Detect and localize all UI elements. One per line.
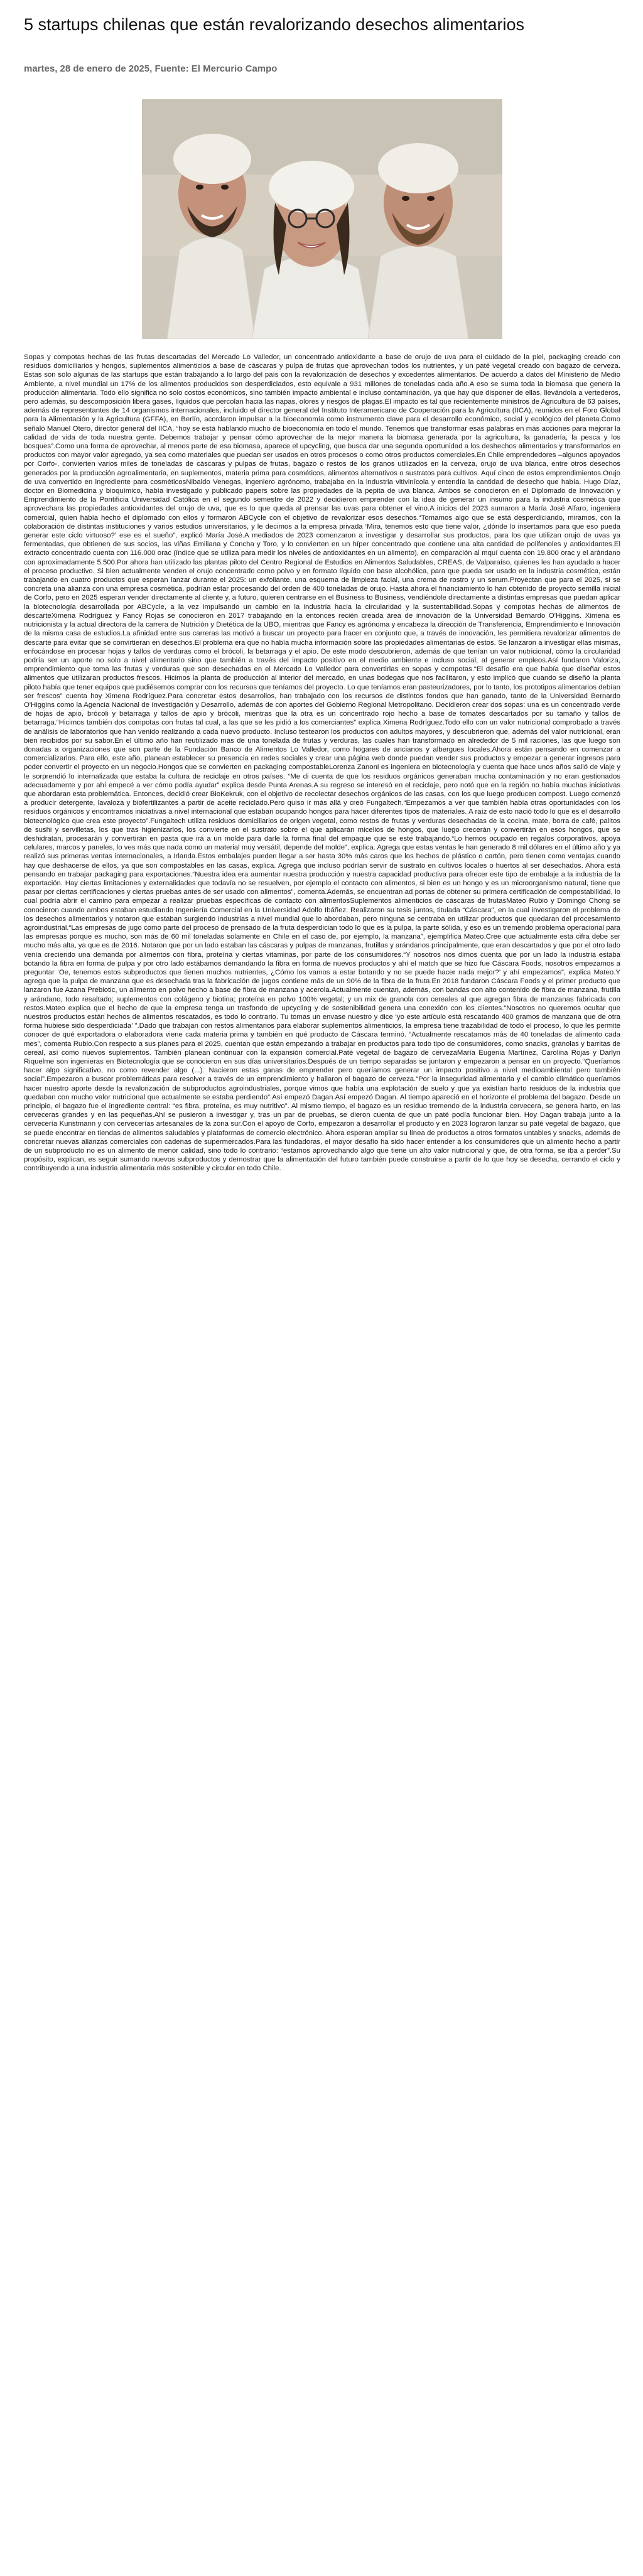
article-dateline: martes, 28 de enero de 2025, Fuente: El Mercurio Campo: [24, 63, 278, 74]
team-photo-illustration: [142, 99, 502, 339]
article-photo: [142, 99, 502, 339]
article-body: Sopas y compotas hechas de las frutas descartadas del Mercado Lo Valledor, un concentrado antioxidante a base de orujo de uva para el cuidado de la piel, packaging creado con residuos domiciliarios y hongos, suplementos alimenticios a base de cáscaras y pulpa de frutas que aprovechan todos los nutrientes, y un paté vegetal creado con bagazo de cerveza. Estas son solo algunas de las startups que están trabajando a lo largo del país con la revalorización de desechos y excedentes alimentarios. De acuerdo a datos del Ministerio de Medio Ambiente, a nivel mundial un 17% de los alimentos producidos son desperdiciados, esto equivale a 931 millones de toneladas cada año.A eso se suma toda la biomasa que genera la producción alimentaria. Todo ello significa no solo costos económicos, sino también impacto ambiental e incluso contaminación, ya que hay que disponer de ellas, llevándola a vertederos, pero además, su descomposición libera gases, líquidos que percolan hacia las napas, olores y riesgos de plagas.El impacto es tal que recientemente ministros de Agricultura de 63 países, además de representantes de 14 organismos internacionales, incluido el director general del Instituto Interamericano de Cooperación para la Agricultura (IICA), reunidos en el Foro Global para la Alimentación y la Agricultura (GFFA), en Berlín, acordaron impulsar a la bioeconomía como instrumento clave para el desarrollo económico, social y ecológico del planeta.Como señaló Manuel Otero, director general del IICA, “hoy se está hablando mucho de bioeconomía en todo el mundo. Tenemos que transformar esas palabras en más acciones para mejorar la calidad de vida de toda nuestra gente. Debemos trabajar y pensar cómo aprovechar de la mejor manera la biomasa generada por la agricultura, la ganadería, la pesca y los bosques”.Como una forma de aprovechar, al menos parte de esa biomasa, aparece el upcycling, que busca dar una segunda oportunidad a los deshechos alimentarios y transformarlos en productos con mayor valor agregado, ya sea como materiales que puedan ser usados en otros procesos o como otros productos comerciales.En Chile emprendedores –algunos apoyados por Corfo-, convierten varios miles de toneladas de cáscaras y pulpas de frutas, bagazo o restos de los granos utilizados en la cerveza, orujo de uva blanca, entre otros desechos generados por la producción agroalimentaria, en suplementos, materia prima para cosméticos, alimentos alternativos o sustratos para cultivos. Aquí cinco de estos emprendimientos.Orujo de uva convertido en ingrediente para cosméticosNibaldo Venegas, ingeniero agrónomo, trabajaba en la industria vitivinícola y entendía la cantidad de desecho que había. Hugo Díaz, doctor en Biomedicina y bioquímico, había investigado y publicado papers sobre las propiedades de la pepita de uva blanca. Ambos se conocieron en el Diplomado de Innovación y Emprendimiento de la Pontificia Universidad Católica en el segundo semestre de 2022 y decidieron emprender con la idea de generar un insumo para la industria cosmética que aprovechara las propiedades antioxidantes del orujo de uva, que es lo que queda al prensar las uvas para obtener el vino.A inicios del 2023 sumaron a María José Alfaro, ingeniera comercial, quien había hecho el diplomado con ellos y formaron ABCycle con el objetivo de revalorizar esos desechos.“Tomamos algo que se está desperdiciando, miramos, con la colaboración de distintas instituciones y varios estudios universitarios, y le decimos a la empresa privada ‘Mira, tenemos esto que tiene valor, ¿dónde lo insertamos para que eso pueda generar este ciclo virtuoso?’ ese es el sueño”, explicó María José.A mediados de 2023 comenzaron a investigar y desarrollar sus productos, para los que utilizan orujo de uvas ya fermentadas, que obtienen de sus socios, las viñas Emiliana y Concha y Toro, y lo convierten en un híper concentrado que contiene una alta cantidad de polifenoles y antioxidantes.El extracto concentrado cuenta con 116.000 orac (índice que se utiliza para medir los niveles de antioxidantes en un alimento), en comparación al mquí cuenta con 19.800 orac y el arándano con aproximadamente 5.500.Por ahora han utilizado las plantas piloto del Centro Regional de Estudios en Alimentos Saludables, CREAS, de Valparaíso, quienes les han ayudado a hacer el proceso productivo. Si bien actualmente venden el orujo concentrado como polvo y en formato líquido con base alcohólica, para que pueda ser usado en la industria cosmética, están trabajando en cuatro productos que esperan lanzar durante el 2025: un exfoliante, una esquema de limpieza facial, una crema de rostro y un serum.Proyectan que para el 2025, si se concreta una alianza con una empresa cosmética, podrían estar procesando del orden de 400 toneladas de orujo. Hasta ahora el financiamiento lo han obtenido de proyecto semilla inicial de Corfo, pero en 2025 esperan vender directamente al cliente y, a futuro, quieren centrarse en el Business to Business, vendiéndole directamente a distintas empresas que puedan aplicar la biotecnología desarrollada por ABCycle, a la vez impulsando un cambio en la industria hacia la circularidad y la sustentabilidad.Sopas y compotas hechas de alimentos de descarteXimena Rodríguez y Fancy Rojas se conocieron en 2017 trabajando en la entonces recién creada área de innovación de la Universidad Bernardo O'Higgins. Ximena es nutricionista y la actual directora de la carrera de Nutrición y Dietética de la UBO, mientras que Fancy es agrónoma y encabeza la dirección de Transferencia, Emprendimiento e Innovación de la misma casa de estudios.La afinidad entre sus carreras las motivó a buscar un proyecto para hacer en conjunto que, a través de innovación, les permitiera revalorizar alimentos de descarte para evitar que se convirtieran en desechos.El problema era que no había mucha información sobre las propiedades alimentarias de estos. Se lanzaron a investigar ellas mismas, enfocándose en procesar hojas y tallos de verduras como el brócoli, la betarraga y el apio. De este modo descubrieron, además de que tenían un valor nutricional, cómo la circularidad podría ser un aporte no solo a nivel alimentario sino que también a través del impacto positivo en el medio ambiente e incluso social, al generar empleos.Así fundaron Valoriza, emprendimiento que toma las frutas y verduras que son desechadas en el Mercado Lo Valledor para convertirlas en sopas y compotas.“El desafío era que había que diseñar estos alimentos que utilizaran productos frescos. Hicimos la planta de producción al interior del mercado, en unas bodegas que nos facilitaron, y esto implicó que cuando se diseñó la planta piloto había que tener equipos que pudiésemos comprar con los recursos que teníamos del proyecto. Lo que teníamos eran pasteurizadores, por lo tanto, los prototipos alimentarios debían ser frescos” cuenta hoy Ximena Rodríguez.Para concretar estos desarrollos, han trabajado con los recursos de distintos fondos que han ganado, tanto de la Universidad Bernardo O'Higgins como la Agencia Nacional de Investigación y Desarrollo, además de con aportes del Gobierno Regional Metropolitano. Decidieron crear dos sopas: una es un concentrado verde de hojas de apio, brócoli y betarraga y tallos de apio y brócoli, mientras que la otra es un concentrado rojo hecho a base de tomates descartados por su tamaño y tallos de betarraga.“Hicimos también dos compotas con frutas tal cual, a las que se les pidió a los comerciantes” explica Ximena Rodríguez.Todo ello con un valor nutricional comprobado a través de análisis de laboratorios que han venido realizando a cada nuevo producto. Incluso testearon los productos con adultos mayores, y descubrieron que, además del valor nutricional, eran bien recibidos por su sabor.En el último año han reutilizado más de una tonelada de frutas y verduras, las cuales han transformado en alrededor de 5 mil raciones, las que luego son donadas a organizaciones que son parte de la Fundación Banco de Alimentos Lo Valledor, como hogares de ancianos y albergues locales.Ahora están pensando en comenzar a comercializarlos. Para ello, este año, planean establecer su presencia en redes sociales y crear una página web donde puedan vender sus productos y empezar a generar ingresos para poder convertir el proyecto en un negocio.Hongos que se convierten en packaging compostableLorenza Zanoni es ingeniera en biotecnología y cuenta que hace unos años salió de viaje y le sorprendió lo internalizada que estaba la cultura de reciclaje en otros países. “Me di cuenta de que los residuos orgánicos generaban mucha contaminación y no eran gestionados adecuadamente y por ahí empecé a ver cómo podía ayudar” explica desde Punta Arenas.A su regreso se interesó en el reciclaje, pero notó que en la región no había muchas iniciativas que abordaran esta problemática. Entonces, decidió crear BioKekruk, con el objetivo de recolectar desechos orgánicos de las casas, con los que luego producen compost. Luego comenzó a producir detergente, lavaloza y biofertilizantes a partir de aceite reciclado.Pero quiso ir más allá y creó Fungaltech.“Empezamos a ver que también había otras oportunidades con los residuos orgánicos y encontramos iniciativas a nivel internacional que estaban ocupando hongos para hacer diferentes tipos de materiales. A raíz de esto nació todo lo que es el desarrollo biotecnológico que crea este proyecto”.Fungaltech utiliza residuos domiciliarios de origen vegetal, como restos de frutas y verduras desechadas de la cocina, mate, borra de café, palitos de sushi y servilletas, los que tras higienizarlos, los convierte en el sustrato sobre el que aplicarán micelios de hongos, que luego crecerán y convertirán en esos hongos, que se deshidratan, procesarán y convertirán en pasta que irá a un molde para darle la forma final del empaque que se esté trabajando.“Lo hemos ocupado en regalos corporativos, apoya celulares, marcos y paneles, lo ves más que nada como un material muy versátil, depende del molde”, explica. Agrega que estas ventas le han generado 8 mil dólares en el último año y ya realizó sus primeras ventas internacionales, a Irlanda.Estos embalajes pueden llegar a ser hasta 30% más caros que los hechos de plástico o cartón, pero tienen como ventajas cuando hay que deshacerse de ellos, ya que son compostables en las casas, explica. Agrega que incluso podrían servir de sustrato en cultivos locales o huertos al ser desechados. Ahora está pensando en trabajar packaging para exportaciones.“Nuestra idea era aumentar nuestra producción y nuestra capacidad productiva para ofrecer este tipo de embalaje a la industria de la exportación. Hay ciertas limitaciones y externalidades que todavía no se resuelven, por ejemplo el contacto con alimentos, si bien es un hongo y es un microorganismo natural, tiene que pasar por ciertas certificaciones y ciertas pruebas antes de ser usado con alimentos”, comenta.Además, se encuentran ad portas de obtener su primera certificación de compostabilidad, lo cual podría abrir el camino para empezar a realizar pruebas específicas de contacto con alimentosSuplementos alimenticios de cáscaras de frutasMateo Rubio y Domingo Chong se conocieron cuando ambos estaban estudiando Ingeniería Comercial en la Universidad Adolfo Ibáñez. Realizaron su tesis juntos, titulada “Cáscara”, en la cual investigaron el problema de los desechos alimentarios y notaron que estaban surgiendo industrias a nivel mundial que lo abordaban, pero ninguna se centraba en utilizar productos que quedaran del procesamiento agroindustrial.“Las empresas de jugo como parte del proceso de prensado de la fruta desperdician todo lo que es la pulpa, la parte sólida, y eso es un tremendo problema operacional para las empresas porque es mucho, son más de 60 mil toneladas solamente en Chile en el caso de, por ejemplo, la manzana”, ejemplifica Mateo.Cree que actualmente esta cifra debe ser mucho más alta, ya que es de 2016. Notaron que por un lado estaban las cáscaras y pulpas de manzanas, frutillas y arándanos principalmente, que eran descartados y que por el otro lado venía creciendo una demanda por alimentos con fibra, proteína y ciertas vitaminas, por parte de los consumidores.“Y nosotros nos dimos cuenta que por un lado la industria estaba botando la fibra en forma de pulpa y por otro lado estábamos demandando la fibra en forma de nuevos productos y ahí el match que se hizo fue Cáscara Foods, nosotros empezamos a preguntar ‘Oe, tenemos estos subproductos que tienen muchos nutrientes, ¿Cómo los vamos a estar botando y no se puede hacer nada mejor?’ y ahí empezamos”, explica Mateo.Y agrega que la pulpa de manzana que es desechada tras la fabricación de jugos contiene más de un 90% de la fibra de la fruta.En 2018 fundaron Cáscara Foods y el primer producto que lanzaron fue Azana Prebiotic, un alimento en polvo hecho a base de fibra de manzana y acerola.Actualmente cuentan, además, con bandas con alto contenido de fibra de manzana, frutilla y arándano, todo resaltado; suplementos con colágeno y biotina; proteína en polvo 100% vegetal; y un mix de granola con cereales al que agregan fibra de manzanas fabricada con restos.Mateo explica que el hecho de que la empresa tenga un trasfondo de upcycling y de sostenibilidad genera una conexión con los clientes.“Nosotros no queremos ocultar que nuestros productos están hechos de alimentos rescatados, es todo lo contrario. Tu tomas un envase nuestro y dice ‘yo este artículo está rescatando 400 gramos de manzana que de otra forma hubiese sido desperdiciada’ ”.Dado que trabajan con restos alimentarios para elaborar suplementos alimenticios, la empresa tiene trazabilidad de todo el proceso, lo que les permite conocer de qué exportadora o elaboradora viene cada materia prima y también en qué producto de Cáscara terminó. “Actualmente rescatamos más de 40 toneladas de alimento cada mes”, comenta Rubio.Con respecto a sus planes para el 2025, cuentan que están empezando a trabajar en productos para todo tipo de consumidores, como snacks, granolas y barritas de cereal, así como nuevos suplementos. También planean continuar con la expansión comercial.Paté vegetal de bagazo de cervezaMaría Eugenia Martínez, Carolina Rojas y Darlyn Riquelme son ingenieras en Biotecnología que se conocieron en sus días universitarios.Después de un tiempo separadas se juntaron y empezaron a pensar en un proyecto.“Queríamos hacer algo significativo, no como revender algo (...). Nacieron estas ganas de emprender pero queríamos generar un impacto positivo a nivel medioambiental pero también social”.Empezaron a buscar problemáticas para resolver a través de un emprendimiento y hallaron el bagazo de cerveza.“Por la inseguridad alimentaria y el cambio climático queríamos hacer nuestro aporte desde la revalorización de subproductos agroindustriales, porque vimos que había una explotación de suelo y que ya existían harto residuos de la industria que quedaban con mucho valor nutricional que actualmente se estaba perdiendo”.Así empezó Dagan.Así empezó Dagan. Al tiempo apareció en el horizonte el problema del bagazo. Desde un principio, el bagazo fue el ingrediente central: “es fibra, proteína, es muy nutritivo”. Al mismo tiempo, el bagazo es un residuo tremendo de la industria cervecera, se genera harto, en las cerveceras grandes y en las pequeñas.Ahí se pusieron a investigar y, tras un par de pruebas, se dieron cuenta de que un paté podía funcionar bien. Hoy Dagan trabaja junto a la cervecería Kunstmann y con cervecerías artesanales de la zona sur.Con el apoyo de Corfo, empezaron a desarrollar el producto y en 2023 lograron lanzar su paté vegetal de bagazo, que se puede encontrar en tiendas de alimentos saludables y plataformas de comercio electrónico. Ahora esperan ampliar su línea de productos a otros formatos untables y snacks, además de concretar nuevas alianzas comerciales con cadenas de supermercados.Para las fundadoras, el mayor desafío ha sido hacer entender a los consumidores que un alimento hecho a partir de un subproducto no es un alimento de menor calidad, sino todo lo contrario: “estamos aprovechando algo que tiene un alto valor nutricional y que, de otra forma, se iba a perder”.Su propósito, explican, es seguir sumando nuevos subproductos y demostrar que la alimentación del futuro también puede construirse a partir de lo que hoy se desecha, cerrando el ciclo y contribuyendo a una industria alimentaria más sostenible y circular en todo Chile.: [24, 353, 620, 1173]
article-title: 5 startups chilenas que están revalorizando desechos alimentarios: [24, 15, 524, 34]
article: [24, 14, 620, 2576]
